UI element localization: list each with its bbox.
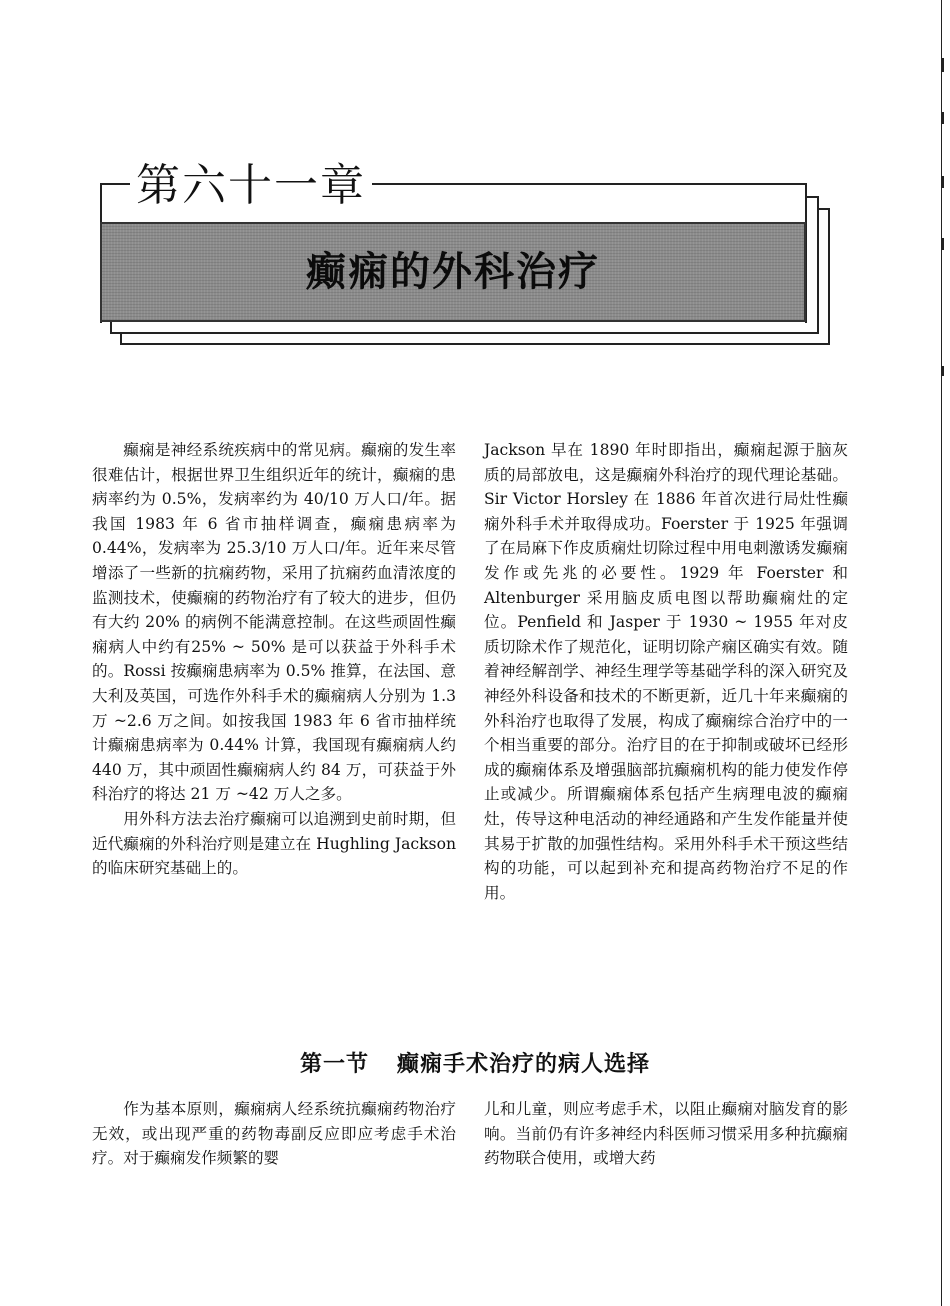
header-shadow-1-bottom — [110, 332, 819, 334]
header-shadow-1-top — [807, 196, 819, 198]
chapter-number: 第六十一章 — [130, 160, 372, 212]
intro-left-column — [92, 438, 456, 881]
section-title: 癫痫手术治疗的病人选择 — [397, 1052, 651, 1077]
header-shadow-2-top — [819, 208, 830, 210]
scan-edge-mark — [942, 366, 944, 376]
section-paragraph-1-continued: 儿和儿童，则应考虑手术，以阻止癫痫对脑发育的影响。当前仍有许多神经内科医师习惯采用多种抗癫痫药物联合使用，或增大药 — [484, 1100, 848, 1168]
section-paragraph-1: 作为基本原则，癫痫病人经系统抗癫痫药物治疗无效，或出现严重的药物毒副反应即应考虑手术治疗。对于癫痫发作频繁的婴 — [92, 1100, 456, 1168]
header-shadow-2-bottom — [120, 343, 830, 345]
section-left-column — [92, 1097, 456, 1171]
intro-paragraph-2: 用外科方法去治疗癫痫可以追溯到史前时期，但近代癫痫的外科治疗则是建立在 Hughling Jackson 的临床研究基础上的。 — [92, 809, 456, 878]
header-shadow-1-right — [817, 196, 819, 333]
chapter-title: 癫痫的外科治疗 — [306, 249, 600, 295]
header-shadow-2-left — [120, 334, 122, 345]
header-shadow-2-right — [828, 208, 830, 345]
chapter-header — [0, 0, 950, 360]
section-number: 第一节 — [299, 1052, 369, 1077]
intro-paragraph-1: 癫痫是神经系统疾病中的常见病。癫痫的发生率很难估计，根据世界卫生组织近年的统计，癫痫的患病率约为 0.5%，发病率约为 40/10 万人口/年。据我国 1983 年 6 省市抽样调查，癫痫患病率为 0.44%，发病率为 25.3/10 万人口/年。近年来尽管增添了一些新的抗痫药物，采用了抗痫药血清浓度的监测技术，使癫痫的药物治疗有了较大的进步，但仍有大约 20% 的病例不能满意控制。在这些顽固性癫痫病人中约有25% ~ 50% 是可以获益于外科手术的。Rossi 按癫痫患病率为 0.5% 推算，在法国、意大利及英国，可选作外科手术的癫痫病人分别为 1.3 万 ~2.6 万之间。如按我国 1983 年 6 省市抽样统计癫痫患病率为 0.44% 计算，我国现有癫痫病人约 440 万，其中顽固性癫痫病人约 84 万，可获益于外科治疗的将达 21 万 ~42 万人之多。 — [92, 441, 456, 804]
intro-paragraph-2-continued: Jackson 早在 1890 年时即指出，癫痫起源于脑灰质的局部放电，这是癫痫外科治疗的现代理论基础。Sir Victor Horsley 在 1886 年首次进行局灶性癫痫外科手术并取得成功。Foerster 于 1925 年强调了在局麻下作皮质痫灶切除过程中用电刺激诱发癫痫发作或先兆的必要性。1929 年 Foerster 和 Altenburger 采用脑皮质电图以帮助癫痫灶的定位。Penfield 和 Jasper 于 1930 ~ 1955 年对皮质切除术作了规范化，证明切除产痫区确实有效。随着神经解剖学、神经生理学等基础学科的深入研究及神经外科设备和技术的不断更新，近几十年来癫痫的外科治疗也取得了发展，构成了癫痫综合治疗中的一个相当重要的部分。治疗目的在于抑制或破坏已经形成的癫痫体系及增强脑部抗癫痫机构的能力使发作停止或减少。所谓癫痫体系包括产生病理电波的癫痫灶，传导这种电活动的神经通路和产生发作能量并使其易于扩散的加强性结构。采用外科手术干预这些结构的功能，可以起到补充和提高药物治疗不足的作用。 — [484, 441, 848, 902]
header-shadow-1-left — [110, 322, 112, 334]
intro-right-column — [484, 438, 848, 905]
section-heading — [0, 1050, 950, 1080]
section-right-column — [484, 1097, 848, 1171]
